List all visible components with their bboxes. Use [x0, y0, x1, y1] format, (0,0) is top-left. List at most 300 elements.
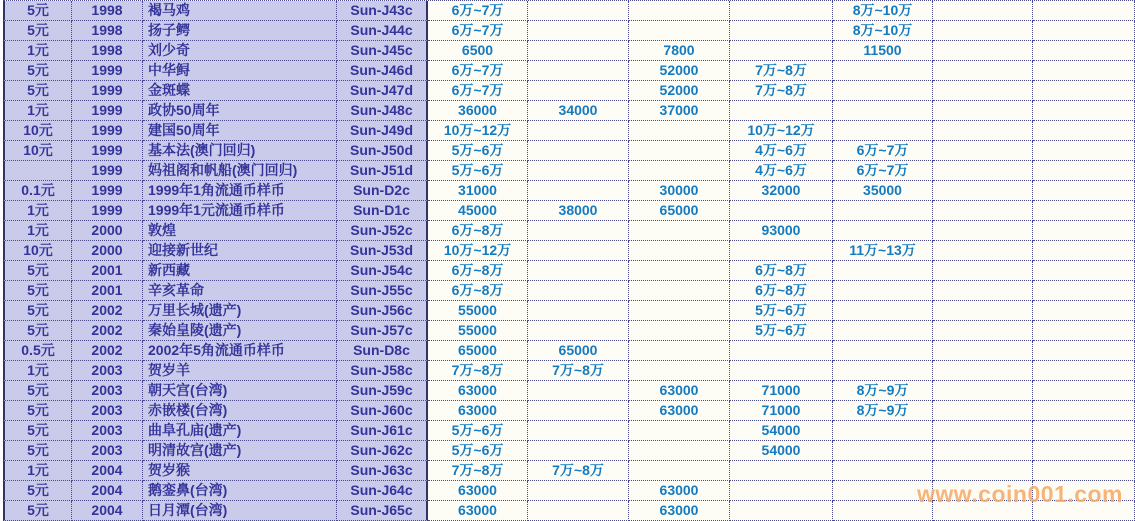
price-cell	[833, 441, 933, 461]
price-cell: 6万~7万	[833, 161, 933, 181]
name-cell: 新西藏	[143, 261, 337, 281]
code-cell: Sun-J57c	[337, 321, 428, 341]
denomination-cell: 1元	[3, 461, 72, 481]
code-cell: Sun-J53d	[337, 241, 428, 261]
price-cell	[528, 121, 629, 141]
price-cell	[629, 141, 730, 161]
name-cell: 金斑蝶	[143, 81, 337, 101]
denomination-cell: 1元	[3, 201, 72, 221]
price-cell	[833, 421, 933, 441]
price-cell	[528, 481, 629, 501]
price-cell: 63000	[629, 401, 730, 421]
code-cell: Sun-J58c	[337, 361, 428, 381]
price-cell: 5万~6万	[428, 161, 528, 181]
price-cell: 8万~9万	[833, 381, 933, 401]
price-cell: 63000	[428, 381, 528, 401]
price-cell: 8万~10万	[833, 21, 933, 41]
denomination-cell: 5元	[3, 1, 72, 21]
name-cell: 敦煌	[143, 221, 337, 241]
table-row	[3, 201, 1135, 221]
price-cell: 11万~13万	[833, 241, 933, 261]
code-cell: Sun-D1c	[337, 201, 428, 221]
price-cell: 55000	[428, 301, 528, 321]
year-cell: 2003	[72, 441, 143, 461]
price-cell: 7万~8万	[528, 461, 629, 481]
price-cell	[1033, 1, 1135, 21]
price-cell: 6万~8万	[730, 261, 833, 281]
name-cell: 鹅銮鼻(台湾)	[143, 481, 337, 501]
price-cell	[1033, 61, 1135, 81]
price-cell	[933, 341, 1033, 361]
denomination-cell: 5元	[3, 401, 72, 421]
year-cell: 2002	[72, 301, 143, 321]
denomination-cell: 5元	[3, 281, 72, 301]
year-cell: 2003	[72, 361, 143, 381]
table-row	[3, 221, 1135, 241]
price-cell	[528, 241, 629, 261]
price-cell: 6万~7万	[428, 61, 528, 81]
name-cell: 赤嵌楼(台湾)	[143, 401, 337, 421]
year-cell: 1999	[72, 61, 143, 81]
price-cell: 6万~7万	[428, 1, 528, 21]
price-cell	[933, 501, 1033, 521]
price-cell	[933, 181, 1033, 201]
code-cell: Sun-J47d	[337, 81, 428, 101]
price-cell	[528, 281, 629, 301]
price-cell	[933, 381, 1033, 401]
price-cell: 63000	[428, 401, 528, 421]
price-cell: 54000	[730, 421, 833, 441]
name-cell: 朝天宫(台湾)	[143, 381, 337, 401]
price-cell	[933, 161, 1033, 181]
price-cell: 5万~6万	[730, 321, 833, 341]
price-cell: 4万~6万	[730, 141, 833, 161]
price-cell	[1033, 81, 1135, 101]
price-cell	[730, 241, 833, 261]
price-cell	[1033, 281, 1135, 301]
price-cell	[833, 221, 933, 241]
price-cell	[528, 261, 629, 281]
price-cell	[933, 1, 1033, 21]
price-cell: 63000	[428, 501, 528, 521]
price-cell	[833, 101, 933, 121]
table-row	[3, 21, 1135, 41]
code-cell: Sun-J48c	[337, 101, 428, 121]
price-cell	[1033, 501, 1135, 521]
price-cell	[1033, 221, 1135, 241]
table-row	[3, 321, 1135, 341]
price-cell: 6万~7万	[428, 81, 528, 101]
price-cell: 7万~8万	[528, 361, 629, 381]
price-cell	[1033, 41, 1135, 61]
code-cell: Sun-J61c	[337, 421, 428, 441]
price-cell: 4万~6万	[730, 161, 833, 181]
price-cell	[629, 321, 730, 341]
name-cell: 1999年1元流通币样币	[143, 201, 337, 221]
code-cell: Sun-D8c	[337, 341, 428, 361]
denomination-cell: 1元	[3, 221, 72, 241]
denomination-cell: 5元	[3, 61, 72, 81]
price-cell: 31000	[428, 181, 528, 201]
code-cell: Sun-J52c	[337, 221, 428, 241]
price-cell	[528, 401, 629, 421]
price-cell: 65000	[428, 341, 528, 361]
table-row	[3, 141, 1135, 161]
price-cell	[528, 381, 629, 401]
name-cell: 基本法(澳门回归)	[143, 141, 337, 161]
name-cell: 秦始皇陵(遗产)	[143, 321, 337, 341]
price-cell: 65000	[528, 341, 629, 361]
year-cell: 2004	[72, 461, 143, 481]
price-cell	[528, 181, 629, 201]
price-cell	[528, 501, 629, 521]
price-cell	[1033, 441, 1135, 461]
table-row	[3, 41, 1135, 61]
year-cell: 2001	[72, 281, 143, 301]
price-cell: 7万~8万	[730, 81, 833, 101]
name-cell: 贺岁羊	[143, 361, 337, 381]
denomination-cell: 0.5元	[3, 341, 72, 361]
name-cell: 妈祖阁和帆船(澳门回归)	[143, 161, 337, 181]
year-cell: 1999	[72, 141, 143, 161]
year-cell: 2004	[72, 481, 143, 501]
price-cell	[528, 41, 629, 61]
year-cell: 2002	[72, 341, 143, 361]
denomination-cell: 5元	[3, 381, 72, 401]
table-row	[3, 421, 1135, 441]
price-cell	[1033, 421, 1135, 441]
price-cell	[933, 221, 1033, 241]
price-cell	[730, 41, 833, 61]
price-cell	[933, 281, 1033, 301]
price-cell	[629, 361, 730, 381]
price-cell	[528, 141, 629, 161]
price-cell	[1033, 321, 1135, 341]
price-cell: 63000	[629, 481, 730, 501]
year-cell: 1999	[72, 81, 143, 101]
price-cell	[730, 481, 833, 501]
price-cell	[730, 361, 833, 381]
price-cell: 54000	[730, 441, 833, 461]
price-cell	[933, 101, 1033, 121]
price-cell	[528, 421, 629, 441]
table-row	[3, 441, 1135, 461]
name-cell: 明清故宫(遗产)	[143, 441, 337, 461]
price-cell: 55000	[428, 321, 528, 341]
price-cell	[730, 21, 833, 41]
price-cell: 65000	[629, 201, 730, 221]
price-cell	[629, 1, 730, 21]
price-cell: 36000	[428, 101, 528, 121]
site-watermark: www.coin001.com	[916, 481, 1123, 507]
price-cell	[833, 501, 933, 521]
table-row	[3, 281, 1135, 301]
year-cell: 1999	[72, 121, 143, 141]
year-cell: 1999	[72, 161, 143, 181]
price-cell	[528, 441, 629, 461]
price-cell	[1033, 201, 1135, 221]
table-row	[3, 501, 1135, 521]
price-cell	[528, 81, 629, 101]
code-cell: Sun-J65c	[337, 501, 428, 521]
denomination-cell: 5元	[3, 21, 72, 41]
code-cell: Sun-J59c	[337, 381, 428, 401]
table-row	[3, 181, 1135, 201]
price-cell	[933, 81, 1033, 101]
price-cell	[933, 261, 1033, 281]
price-cell: 7万~8万	[730, 61, 833, 81]
price-cell	[1033, 361, 1135, 381]
price-cell	[933, 61, 1033, 81]
denomination-cell: 10元	[3, 121, 72, 141]
denomination-cell: 5元	[3, 321, 72, 341]
year-cell: 2002	[72, 321, 143, 341]
price-cell: 37000	[629, 101, 730, 121]
price-cell: 38000	[528, 201, 629, 221]
price-cell: 5万~6万	[730, 301, 833, 321]
code-cell: Sun-J51d	[337, 161, 428, 181]
name-cell: 中华鲟	[143, 61, 337, 81]
year-cell: 2000	[72, 241, 143, 261]
denomination-cell	[3, 161, 72, 181]
price-cell: 6万~8万	[428, 221, 528, 241]
table-row	[3, 461, 1135, 481]
name-cell: 2002年5角流通币样币	[143, 341, 337, 361]
code-cell: Sun-J60c	[337, 401, 428, 421]
price-cell	[933, 141, 1033, 161]
price-cell	[933, 41, 1033, 61]
price-cell	[833, 81, 933, 101]
price-cell	[1033, 181, 1135, 201]
code-cell: Sun-D2c	[337, 181, 428, 201]
price-cell	[629, 221, 730, 241]
price-cell	[629, 241, 730, 261]
price-cell	[1033, 381, 1135, 401]
name-cell: 日月潭(台湾)	[143, 501, 337, 521]
name-cell: 辛亥革命	[143, 281, 337, 301]
price-cell	[1033, 241, 1135, 261]
price-cell	[629, 441, 730, 461]
year-cell: 1999	[72, 201, 143, 221]
name-cell: 建国50周年	[143, 121, 337, 141]
price-cell: 10万~12万	[730, 121, 833, 141]
year-cell: 2003	[72, 401, 143, 421]
price-cell: 52000	[629, 81, 730, 101]
year-cell: 1998	[72, 21, 143, 41]
price-cell	[933, 481, 1033, 501]
denomination-cell: 5元	[3, 441, 72, 461]
table-row	[3, 121, 1135, 141]
name-cell: 1999年1角流通币样币	[143, 181, 337, 201]
price-cell	[933, 441, 1033, 461]
price-cell: 6万~8万	[428, 261, 528, 281]
table-row	[3, 341, 1135, 361]
price-cell	[833, 461, 933, 481]
price-cell	[629, 261, 730, 281]
denomination-cell: 1元	[3, 101, 72, 121]
price-cell: 71000	[730, 401, 833, 421]
price-cell	[933, 121, 1033, 141]
code-cell: Sun-J50d	[337, 141, 428, 161]
price-cell	[1033, 161, 1135, 181]
price-cell	[730, 1, 833, 21]
price-cell: 32000	[730, 181, 833, 201]
price-cell	[528, 21, 629, 41]
price-cell: 7万~8万	[428, 361, 528, 381]
price-cell	[1033, 401, 1135, 421]
price-cell: 8万~10万	[833, 1, 933, 21]
name-cell: 刘少奇	[143, 41, 337, 61]
price-cell: 7800	[629, 41, 730, 61]
price-cell	[1033, 261, 1135, 281]
price-cell	[833, 301, 933, 321]
table-row	[3, 61, 1135, 81]
price-cell: 10万~12万	[428, 121, 528, 141]
price-cell	[833, 481, 933, 501]
code-cell: Sun-J62c	[337, 441, 428, 461]
denomination-cell: 5元	[3, 81, 72, 101]
denomination-cell: 5元	[3, 301, 72, 321]
price-cell: 30000	[629, 181, 730, 201]
table-row	[3, 261, 1135, 281]
name-cell: 扬子鳄	[143, 21, 337, 41]
price-cell	[528, 221, 629, 241]
denomination-cell: 10元	[3, 241, 72, 261]
price-cell: 71000	[730, 381, 833, 401]
code-cell: Sun-J55c	[337, 281, 428, 301]
denomination-cell: 5元	[3, 261, 72, 281]
price-cell	[833, 61, 933, 81]
denomination-cell: 5元	[3, 501, 72, 521]
price-cell	[833, 121, 933, 141]
price-cell	[933, 201, 1033, 221]
name-cell: 迎接新世纪	[143, 241, 337, 261]
code-cell: Sun-J63c	[337, 461, 428, 481]
year-cell: 2000	[72, 221, 143, 241]
price-cell	[629, 341, 730, 361]
name-cell: 贺岁猴	[143, 461, 337, 481]
name-cell: 曲阜孔庙(遗产)	[143, 421, 337, 441]
price-cell	[833, 201, 933, 221]
table-row	[3, 161, 1135, 181]
price-cell	[1033, 481, 1135, 501]
code-cell: Sun-J45c	[337, 41, 428, 61]
name-cell: 政协50周年	[143, 101, 337, 121]
price-cell: 6万~8万	[730, 281, 833, 301]
price-cell	[833, 261, 933, 281]
table-row	[3, 381, 1135, 401]
price-cell	[1033, 101, 1135, 121]
price-cell	[1033, 21, 1135, 41]
price-cell	[933, 241, 1033, 261]
price-cell: 5万~6万	[428, 421, 528, 441]
price-cell	[629, 121, 730, 141]
table-row	[3, 481, 1135, 501]
price-cell	[730, 101, 833, 121]
year-cell: 2001	[72, 261, 143, 281]
price-cell	[1033, 301, 1135, 321]
denomination-cell: 5元	[3, 421, 72, 441]
year-cell: 2004	[72, 501, 143, 521]
year-cell: 1999	[72, 101, 143, 121]
table-row	[3, 401, 1135, 421]
price-cell: 6万~8万	[428, 281, 528, 301]
price-cell	[833, 341, 933, 361]
price-cell	[629, 301, 730, 321]
price-cell: 45000	[428, 201, 528, 221]
price-cell: 10万~12万	[428, 241, 528, 261]
name-cell: 褐马鸡	[143, 1, 337, 21]
price-cell: 5万~6万	[428, 441, 528, 461]
price-cell	[528, 161, 629, 181]
table-row	[3, 301, 1135, 321]
price-cell: 11500	[833, 41, 933, 61]
price-cell	[933, 321, 1033, 341]
price-cell: 7万~8万	[428, 461, 528, 481]
price-cell	[528, 61, 629, 81]
price-cell: 63000	[629, 381, 730, 401]
price-cell: 6500	[428, 41, 528, 61]
price-cell	[933, 421, 1033, 441]
price-cell	[933, 461, 1033, 481]
code-cell: Sun-J56c	[337, 301, 428, 321]
price-cell	[833, 321, 933, 341]
price-cell	[730, 461, 833, 481]
coin-price-table	[3, 0, 1135, 521]
denomination-cell: 5元	[3, 481, 72, 501]
price-cell	[833, 281, 933, 301]
price-cell	[933, 401, 1033, 421]
price-cell	[528, 321, 629, 341]
price-cell	[528, 1, 629, 21]
table-row	[3, 1, 1135, 21]
price-cell	[933, 301, 1033, 321]
name-cell: 万里长城(遗产)	[143, 301, 337, 321]
price-cell: 8万~9万	[833, 401, 933, 421]
price-cell: 63000	[629, 501, 730, 521]
table-row	[3, 241, 1135, 261]
year-cell: 2003	[72, 381, 143, 401]
price-cell: 6万~7万	[833, 141, 933, 161]
price-cell	[629, 161, 730, 181]
price-cell	[1033, 341, 1135, 361]
code-cell: Sun-J54c	[337, 261, 428, 281]
denomination-cell: 1元	[3, 41, 72, 61]
year-cell: 1999	[72, 181, 143, 201]
code-cell: Sun-J49d	[337, 121, 428, 141]
code-cell: Sun-J43c	[337, 1, 428, 21]
price-cell	[730, 201, 833, 221]
price-cell: 34000	[528, 101, 629, 121]
price-cell	[629, 21, 730, 41]
code-cell: Sun-J44c	[337, 21, 428, 41]
price-cell: 63000	[428, 481, 528, 501]
price-cell	[833, 361, 933, 381]
price-cell: 5万~6万	[428, 141, 528, 161]
price-cell	[730, 501, 833, 521]
denomination-cell: 10元	[3, 141, 72, 161]
price-cell	[1033, 141, 1135, 161]
price-cell	[629, 281, 730, 301]
price-cell: 52000	[629, 61, 730, 81]
price-cell	[933, 361, 1033, 381]
table-row	[3, 361, 1135, 381]
year-cell: 2003	[72, 421, 143, 441]
price-cell	[629, 421, 730, 441]
price-cell	[1033, 461, 1135, 481]
price-cell: 35000	[833, 181, 933, 201]
denomination-cell: 1元	[3, 361, 72, 381]
